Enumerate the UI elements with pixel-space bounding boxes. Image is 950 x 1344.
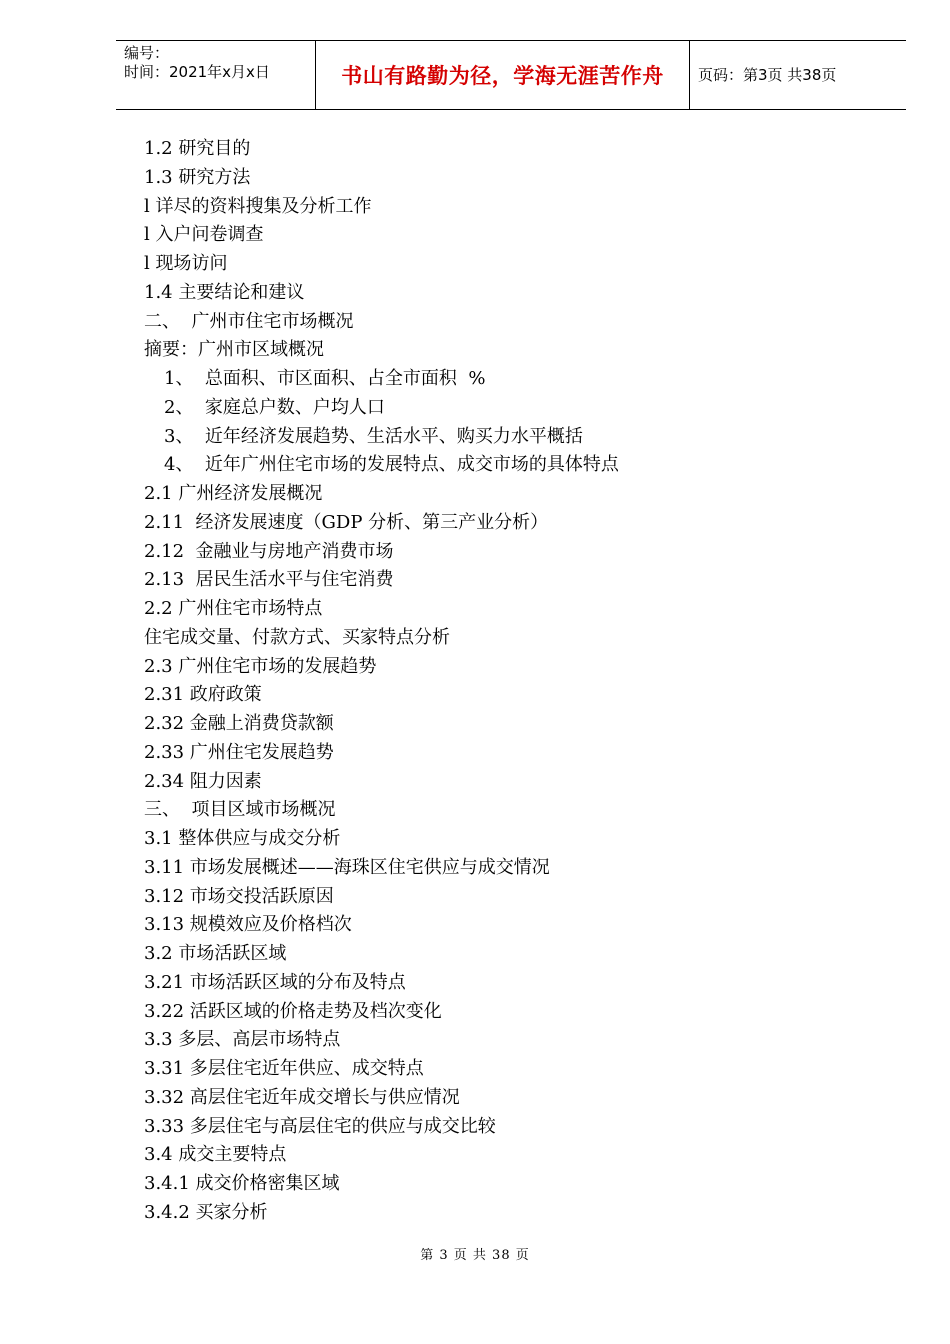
toc-entry: 住宅成交量、付款方式、买家特点分析	[144, 626, 450, 648]
page-footer: 第 3 页 共 38 页	[420, 1248, 530, 1263]
table-of-contents	[144, 135, 864, 1228]
document-id-label: 编号：	[124, 44, 170, 62]
toc-entry: l 详尽的资料搜集及分析工作	[144, 195, 372, 217]
toc-entry: 3.31 多层住宅近年供应、成交特点	[144, 1058, 424, 1079]
toc-entry: 3.21 市场活跃区域的分布及特点	[144, 971, 406, 993]
toc-entry: l 现场访问	[144, 253, 228, 274]
toc-entry: 2.33 广州住宅发展趋势	[144, 741, 334, 763]
toc-entry: 摘要：广州市区域概况	[144, 339, 324, 361]
toc-entry: 1、 总面积、市区面积、占全市面积 %	[164, 368, 486, 389]
header-meta-cell	[116, 41, 316, 109]
toc-entry: 2.34 阻力因素	[144, 770, 262, 792]
toc-entry: 3.12 市场交投活跃原因	[144, 885, 334, 907]
toc-entry: 2.1 广州经济发展概况	[144, 483, 323, 504]
toc-entry: 1.2 研究目的	[144, 138, 251, 159]
toc-entry: 3.13 规模效应及价格档次	[144, 914, 352, 936]
toc-entry: 1.3 研究方法	[144, 166, 251, 188]
toc-entry: 3.4.1 成交价格密集区域	[144, 1173, 340, 1194]
toc-entry: 3.1 整体供应与成交分析	[144, 828, 341, 849]
toc-entry: l 入户问卷调查	[144, 224, 264, 246]
toc-entry: 2.2 广州住宅市场特点	[144, 598, 323, 619]
toc-entry: 3.32 高层住宅近年成交增长与供应情况	[144, 1086, 460, 1108]
toc-entry: 2.13 居民生活水平与住宅消费	[144, 569, 394, 591]
toc-entry: 3.33 多层住宅与高层住宅的供应与成交比较	[144, 1115, 496, 1137]
page-header	[116, 40, 906, 110]
toc-entry: 3.3 多层、高层市场特点	[144, 1029, 341, 1051]
toc-entry: 3.4 成交主要特点	[144, 1144, 287, 1166]
toc-entry: 1.4 主要结论和建议	[144, 281, 305, 303]
toc-entry: 3、 近年经济发展趋势、生活水平、购买力水平概括	[164, 425, 583, 447]
header-motto: 书山有路勤为径，学海无涯苦作舟	[341, 64, 664, 88]
toc-entry: 3.2 市场活跃区域	[144, 943, 287, 964]
toc-entry: 2.32 金融上消费贷款额	[144, 713, 334, 734]
toc-entry: 二、 广州市住宅市场概况	[144, 310, 354, 332]
header-motto-cell	[316, 41, 690, 109]
toc-entry: 2.12 金融业与房地产消费市场	[144, 540, 394, 562]
toc-entry: 2.11 经济发展速度（GDP 分析、第三产业分析）	[144, 511, 549, 533]
toc-entry: 2.3 广州住宅市场的发展趋势	[144, 655, 377, 677]
header-page-cell	[690, 41, 906, 109]
document-time-label: 时间：2021年x月x日	[124, 63, 270, 81]
toc-entry: 3.4.2 买家分析	[144, 1201, 268, 1223]
header-page-info: 页码：第3页 共38页	[698, 66, 837, 84]
toc-entry: 2.31 政府政策	[144, 684, 262, 706]
toc-entry: 三、 项目区域市场概况	[144, 799, 336, 821]
toc-entry: 3.22 活跃区域的价格走势及档次变化	[144, 1000, 442, 1022]
toc-entry: 4、 近年广州住宅市场的发展特点、成交市场的具体特点	[164, 454, 619, 476]
toc-entry: 3.11 市场发展概述——海珠区住宅供应与成交情况	[144, 856, 550, 878]
toc-entry: 2、 家庭总户数、户均人口	[164, 396, 385, 418]
